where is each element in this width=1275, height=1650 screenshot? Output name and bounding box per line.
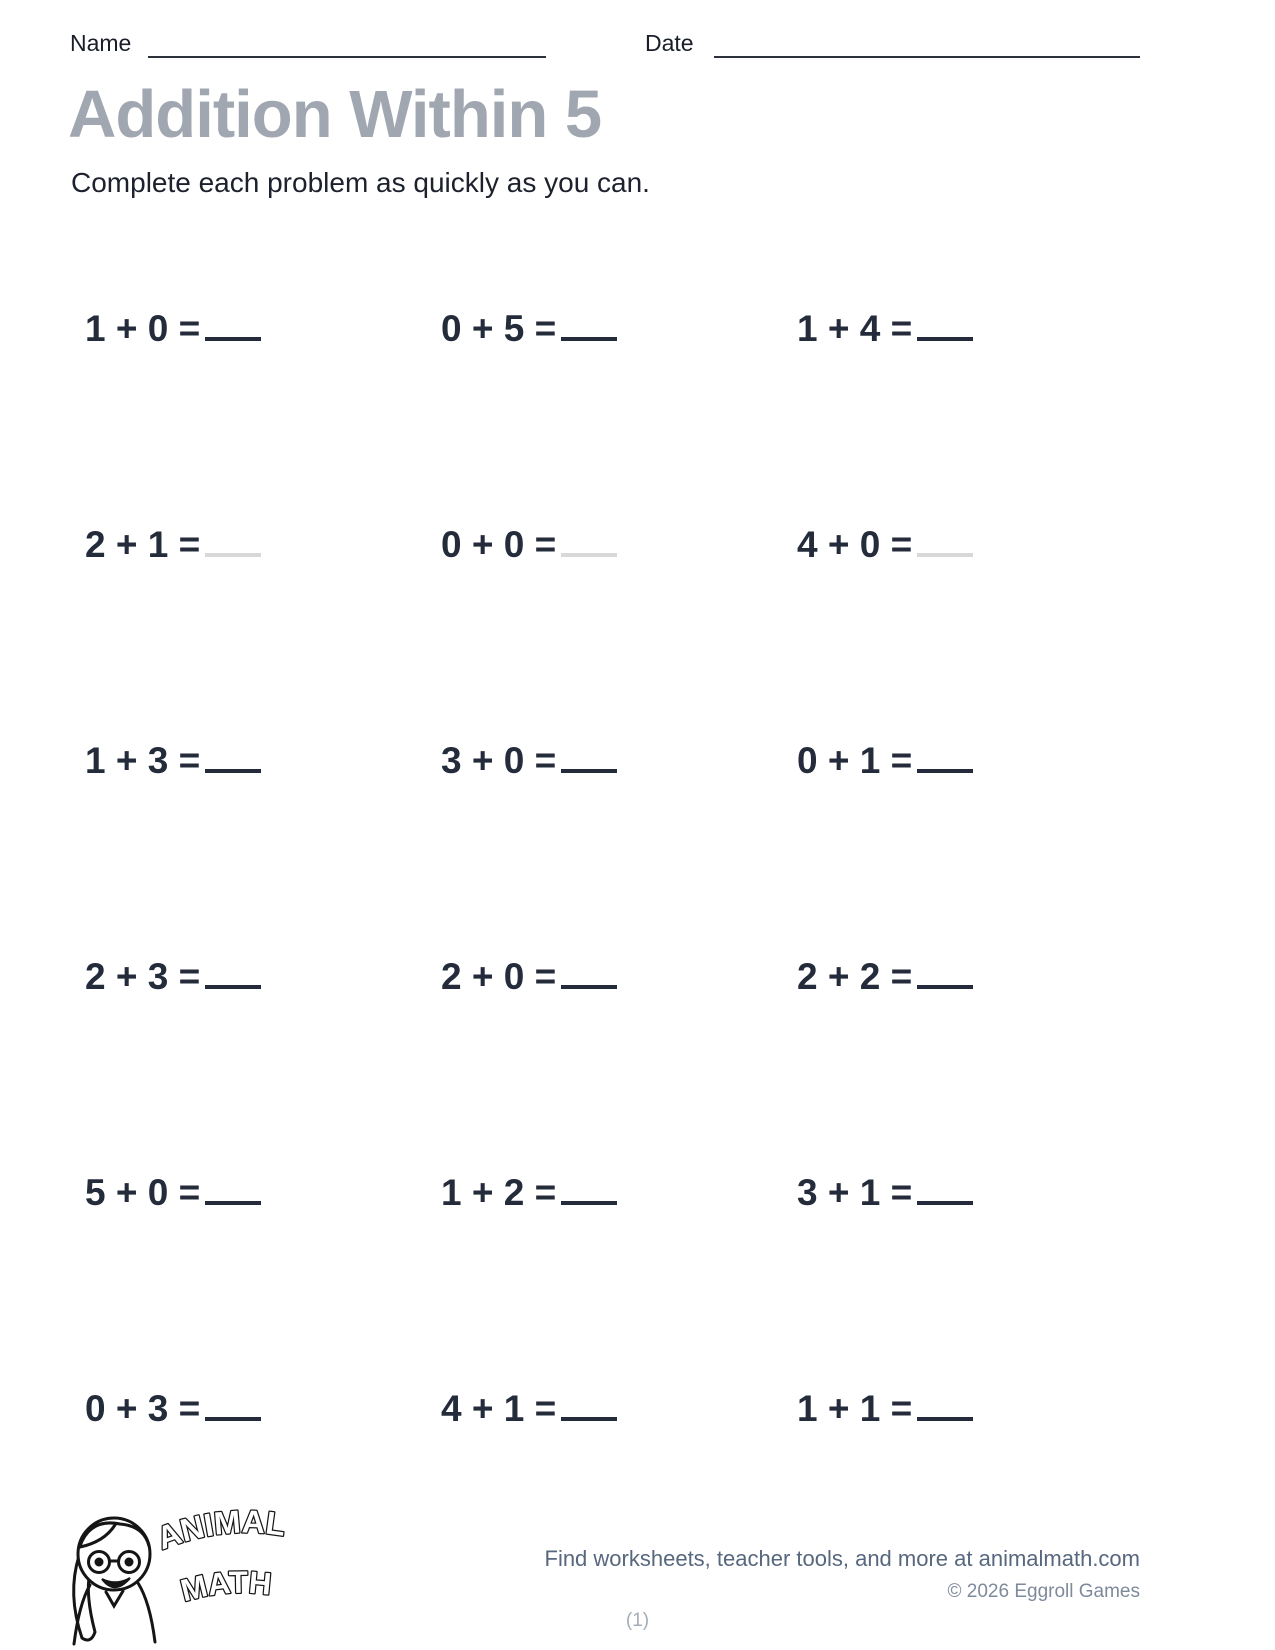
problem: [441, 308, 797, 524]
answer-blank[interactable]: [205, 957, 261, 989]
problem-expression: 4 + 0 =: [797, 524, 913, 565]
answer-blank[interactable]: [561, 1173, 617, 1205]
problem-expression: 3 + 1 =: [797, 1172, 913, 1213]
logo-text-animal: ANIMAL: [152, 1503, 288, 1557]
problem: [85, 956, 441, 1172]
problem: [441, 1172, 797, 1388]
answer-blank[interactable]: [917, 957, 973, 989]
page-title: Addition Within 5: [68, 77, 602, 152]
problem: [441, 740, 797, 956]
footer-copyright: © 2026 Eggroll Games: [947, 1581, 1140, 1602]
problem: [441, 956, 797, 1172]
problem-expression: 2 + 0 =: [441, 956, 557, 997]
answer-blank[interactable]: [561, 741, 617, 773]
answer-blank[interactable]: [205, 1173, 261, 1205]
answer-blank[interactable]: [917, 1389, 973, 1421]
problem-expression: 1 + 2 =: [441, 1172, 557, 1213]
footer-promo-text: Find worksheets, teacher tools, and more at animalmath.com: [544, 1546, 1140, 1571]
answer-blank[interactable]: [561, 957, 617, 989]
answer-blank[interactable]: [205, 1389, 261, 1421]
answer-blank[interactable]: [561, 309, 617, 341]
problem: [85, 524, 441, 740]
problem-expression: 3 + 0 =: [441, 740, 557, 781]
problem: [441, 524, 797, 740]
problem-expression: 1 + 0 =: [85, 308, 201, 349]
svg-text:ANIMAL: [152, 1503, 288, 1556]
svg-text:MATH: [177, 1565, 273, 1609]
problem: [797, 956, 1153, 1172]
problem: [797, 524, 1153, 740]
page-subtitle: Complete each problem as quickly as you can.: [71, 167, 650, 198]
problem-expression: 2 + 3 =: [85, 956, 201, 997]
problem-expression: 2 + 2 =: [797, 956, 913, 997]
logo-text-math: MATH: [177, 1564, 273, 1609]
answer-blank[interactable]: [917, 525, 973, 557]
problem-expression: 4 + 1 =: [441, 1388, 557, 1429]
date-label: Date: [645, 30, 694, 56]
answer-blank[interactable]: [205, 525, 261, 557]
name-label: Name: [70, 30, 132, 56]
problem-expression: 0 + 1 =: [797, 740, 913, 781]
problem: [797, 740, 1153, 956]
name-write-line[interactable]: [148, 56, 546, 58]
problem: [797, 308, 1153, 524]
answer-blank[interactable]: [561, 525, 617, 557]
problem-expression: 0 + 0 =: [441, 524, 557, 565]
answer-blank[interactable]: [205, 741, 261, 773]
problem-expression: 1 + 3 =: [85, 740, 201, 781]
problem-expression: 5 + 0 =: [85, 1172, 201, 1213]
answer-blank[interactable]: [561, 1389, 617, 1421]
date-write-line[interactable]: [714, 56, 1140, 58]
answer-blank[interactable]: [917, 309, 973, 341]
answer-blank[interactable]: [917, 1173, 973, 1205]
problem: [797, 1172, 1153, 1388]
problem-expression: 0 + 3 =: [85, 1388, 201, 1429]
answer-blank[interactable]: [917, 741, 973, 773]
problem: [85, 740, 441, 956]
problem-expression: 2 + 1 =: [85, 524, 201, 565]
problem: [85, 308, 441, 524]
problems-grid: [85, 308, 1153, 1604]
page-number: (1): [625, 1610, 650, 1631]
problem-expression: 1 + 1 =: [797, 1388, 913, 1429]
problem-expression: 1 + 4 =: [797, 308, 913, 349]
problem-expression: 0 + 5 =: [441, 308, 557, 349]
answer-blank[interactable]: [205, 309, 261, 341]
problem: [85, 1172, 441, 1388]
